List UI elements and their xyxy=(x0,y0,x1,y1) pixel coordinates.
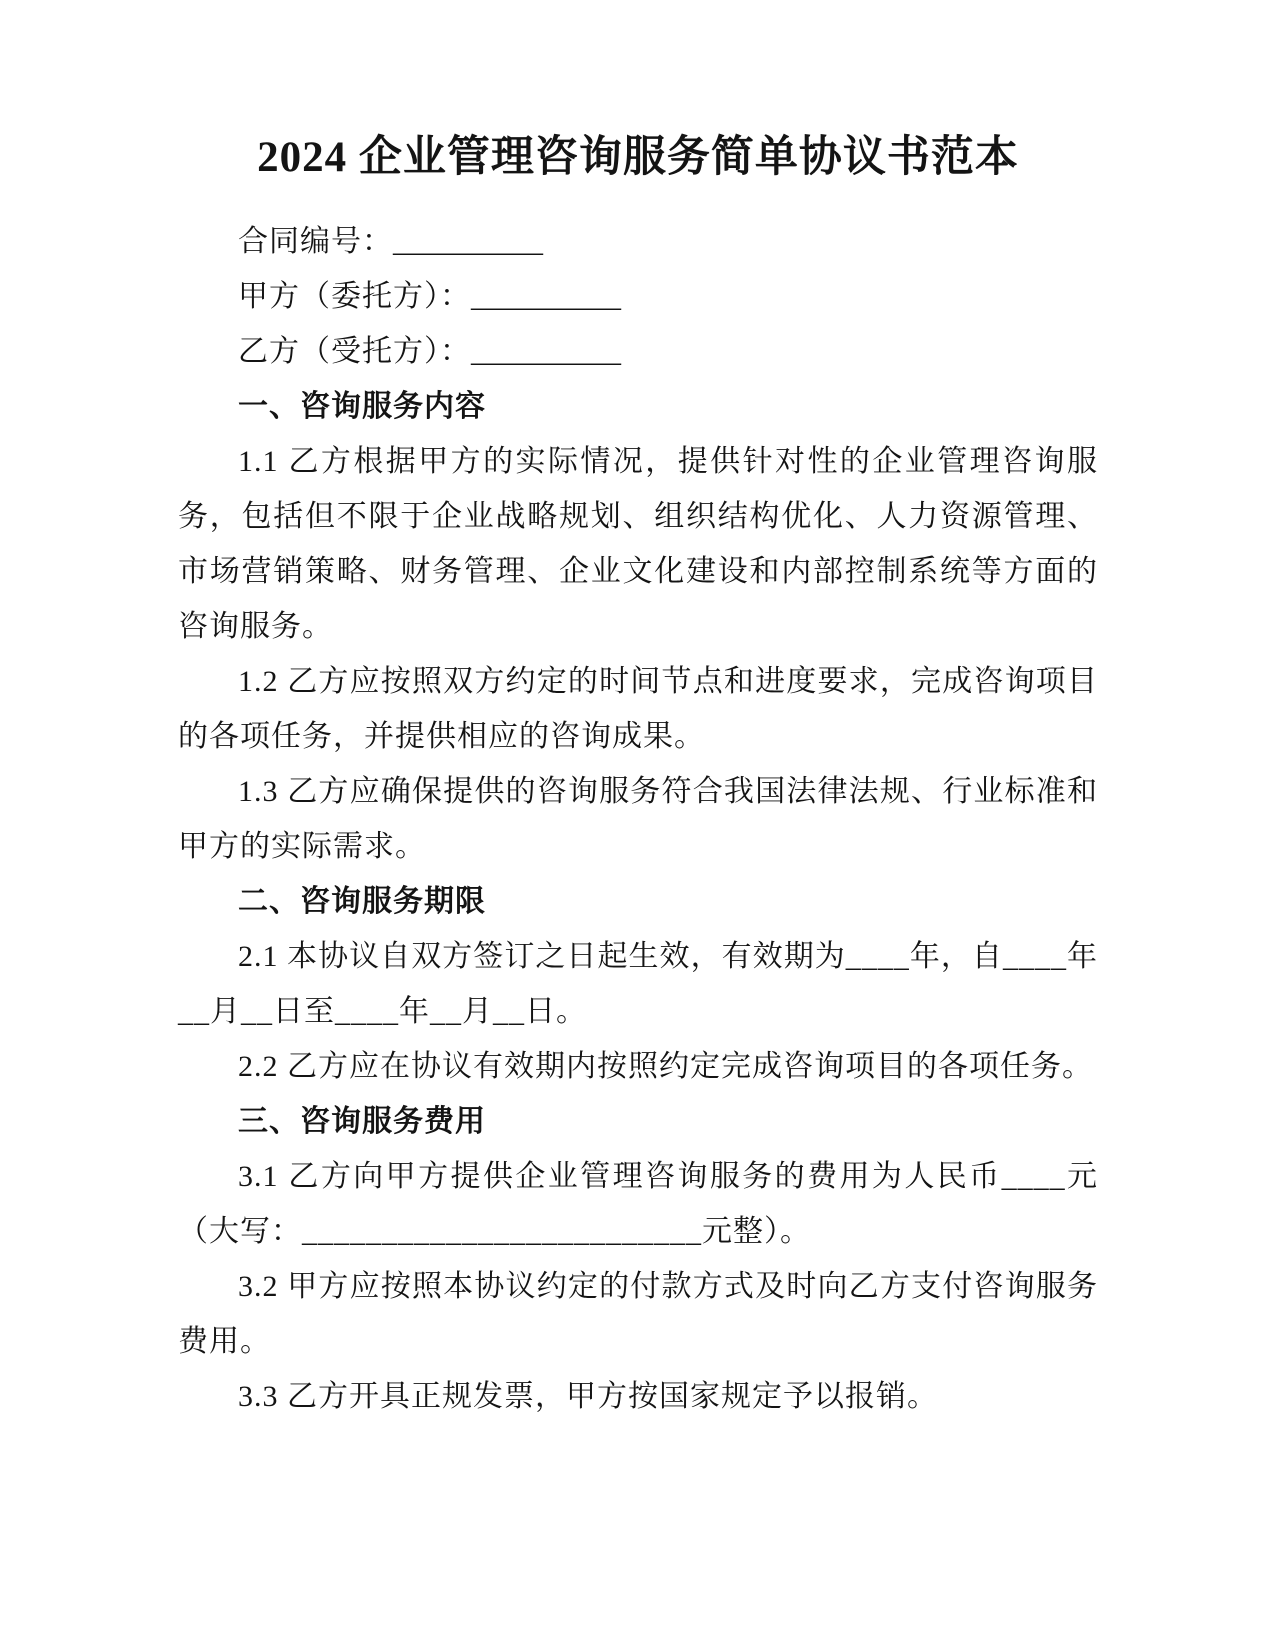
contract-number-blank: __________ xyxy=(393,225,543,258)
section-heading-consulting-service-content: 一、咨询服务内容 xyxy=(238,390,486,423)
clause-3-1: 3.1 乙方向甲方提供企业管理咨询服务的费用为人民币____元（大写：_________________________元整）。 xyxy=(178,1160,1098,1248)
section-consulting-service-fee xyxy=(178,1094,1098,1424)
document-title: 2024 企业管理咨询服务简单协议书范本 xyxy=(257,134,1019,181)
party-b-blank: __________ xyxy=(471,335,621,368)
party-a-blank: __________ xyxy=(471,280,621,313)
section-consulting-service-term xyxy=(178,874,1098,1094)
party-b-line xyxy=(178,324,1098,379)
section-heading-consulting-service-term: 二、咨询服务期限 xyxy=(238,885,486,918)
clause-1-3: 1.3 乙方应确保提供的咨询服务符合我国法律法规、行业标准和甲方的实际需求。 xyxy=(178,775,1098,863)
contract-number-label: 合同编号： xyxy=(238,225,393,258)
section-heading-consulting-service-fee: 三、咨询服务费用 xyxy=(238,1105,486,1138)
party-b-label: 乙方（受托方）： xyxy=(238,335,471,368)
party-a-label: 甲方（委托方）： xyxy=(238,280,471,313)
clause-1-1: 1.1 乙方根据甲方的实际情况，提供针对性的企业管理咨询服务，包括但不限于企业战略规划、组织结构优化、人力资源管理、市场营销策略、财务管理、企业文化建设和内部控制系统等方面的咨询服务。 xyxy=(178,445,1098,643)
clause-3-2: 3.2 甲方应按照本协议约定的付款方式及时向乙方支付咨询服务费用。 xyxy=(178,1270,1098,1358)
party-a-line xyxy=(178,269,1098,324)
clause-2-2: 2.2 乙方应在协议有效期内按照约定完成咨询项目的各项任务。 xyxy=(238,1050,1093,1083)
clause-1-2: 1.2 乙方应按照双方约定的时间节点和进度要求，完成咨询项目的各项任务，并提供相应的咨询成果。 xyxy=(178,665,1098,753)
clause-3-3: 3.3 乙方开具正规发票，甲方按国家规定予以报销。 xyxy=(238,1380,938,1413)
clause-2-1: 2.1 本协议自双方签订之日起生效，有效期为____年，自____年__月__日至____年__月__日。 xyxy=(178,940,1098,1028)
contract-number-line xyxy=(178,214,1098,269)
section-consulting-service-content xyxy=(178,379,1098,874)
